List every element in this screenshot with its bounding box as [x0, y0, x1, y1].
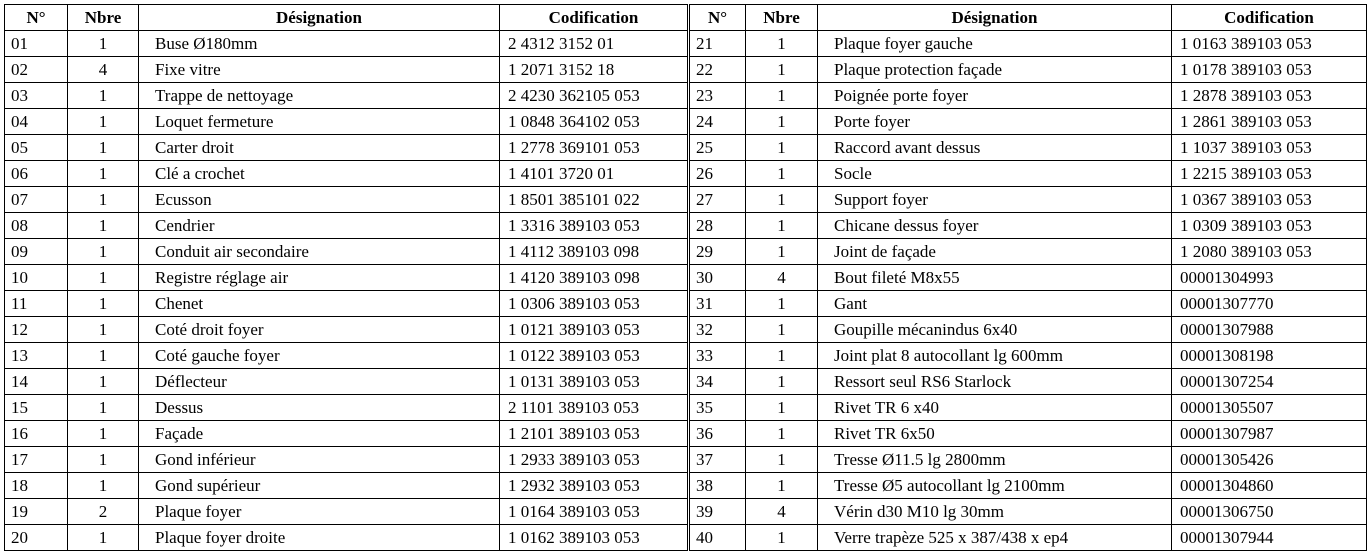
item-code-right: 1 0309 389103 053: [1172, 213, 1367, 239]
item-designation-right: Joint plat 8 autocollant lg 600mm: [818, 343, 1172, 369]
item-designation-left: Cendrier: [139, 213, 500, 239]
item-code-left: 2 4230 362105 053: [500, 83, 689, 109]
item-code-right: 1 2878 389103 053: [1172, 83, 1367, 109]
item-quantity-right: 1: [746, 187, 818, 213]
item-number-right: 33: [689, 343, 746, 369]
item-code-right: 1 0178 389103 053: [1172, 57, 1367, 83]
item-designation-right: Gant: [818, 291, 1172, 317]
header-designation-left: Désignation: [139, 5, 500, 31]
item-quantity-left: 1: [68, 473, 139, 499]
item-quantity-left: 1: [68, 525, 139, 551]
item-designation-left: Coté gauche foyer: [139, 343, 500, 369]
item-number-left: 07: [5, 187, 68, 213]
item-quantity-right: 1: [746, 57, 818, 83]
item-code-left: 1 0121 389103 053: [500, 317, 689, 343]
item-quantity-left: 1: [68, 343, 139, 369]
item-number-right: 37: [689, 447, 746, 473]
item-quantity-right: 4: [746, 499, 818, 525]
table-row: [5, 83, 1367, 109]
item-designation-right: Rivet TR 6x50: [818, 421, 1172, 447]
table-row: [5, 499, 1367, 525]
item-quantity-left: 1: [68, 265, 139, 291]
item-quantity-left: 1: [68, 213, 139, 239]
item-designation-left: Gond inférieur: [139, 447, 500, 473]
item-number-right: 35: [689, 395, 746, 421]
item-designation-right: Chicane dessus foyer: [818, 213, 1172, 239]
table-row: [5, 291, 1367, 317]
item-designation-left: Fixe vitre: [139, 57, 500, 83]
table-row: [5, 317, 1367, 343]
item-designation-left: Conduit air secondaire: [139, 239, 500, 265]
item-designation-right: Verre trapèze 525 x 387/438 x ep4: [818, 525, 1172, 551]
item-number-right: 27: [689, 187, 746, 213]
item-number-left: 15: [5, 395, 68, 421]
item-quantity-right: 1: [746, 213, 818, 239]
item-quantity-right: 1: [746, 31, 818, 57]
item-code-right: 1 2215 389103 053: [1172, 161, 1367, 187]
item-number-left: 01: [5, 31, 68, 57]
item-code-left: 1 0162 389103 053: [500, 525, 689, 551]
table-row: [5, 525, 1367, 551]
item-quantity-left: 1: [68, 109, 139, 135]
item-designation-right: Ressort seul RS6 Starlock: [818, 369, 1172, 395]
item-quantity-right: 4: [746, 265, 818, 291]
table-row: [5, 421, 1367, 447]
item-quantity-left: 1: [68, 239, 139, 265]
table-row: [5, 135, 1367, 161]
item-designation-right: Socle: [818, 161, 1172, 187]
item-code-right: 1 0367 389103 053: [1172, 187, 1367, 213]
item-number-right: 25: [689, 135, 746, 161]
item-designation-right: Plaque foyer gauche: [818, 31, 1172, 57]
item-quantity-left: 1: [68, 187, 139, 213]
item-designation-left: Buse Ø180mm: [139, 31, 500, 57]
item-code-left: 1 4101 3720 01: [500, 161, 689, 187]
item-number-left: 03: [5, 83, 68, 109]
item-quantity-left: 1: [68, 317, 139, 343]
item-designation-right: Joint de façade: [818, 239, 1172, 265]
item-code-left: 1 0131 389103 053: [500, 369, 689, 395]
table-row: [5, 31, 1367, 57]
item-designation-left: Façade: [139, 421, 500, 447]
item-code-right: 00001307944: [1172, 525, 1367, 551]
item-number-right: 38: [689, 473, 746, 499]
header-code-left: Codification: [500, 5, 689, 31]
item-code-right: 00001307770: [1172, 291, 1367, 317]
item-code-right: 00001308198: [1172, 343, 1367, 369]
header-code-right: Codification: [1172, 5, 1367, 31]
item-number-right: 39: [689, 499, 746, 525]
item-quantity-right: 1: [746, 525, 818, 551]
item-code-right: 00001306750: [1172, 499, 1367, 525]
item-number-right: 28: [689, 213, 746, 239]
item-number-left: 04: [5, 109, 68, 135]
item-designation-right: Rivet TR 6 x40: [818, 395, 1172, 421]
item-code-left: 1 2778 369101 053: [500, 135, 689, 161]
item-designation-left: Loquet fermeture: [139, 109, 500, 135]
item-number-right: 34: [689, 369, 746, 395]
item-quantity-right: 1: [746, 369, 818, 395]
item-quantity-left: 1: [68, 369, 139, 395]
header-qty-right: Nbre: [746, 5, 818, 31]
item-code-left: 2 4312 3152 01: [500, 31, 689, 57]
item-quantity-left: 1: [68, 83, 139, 109]
item-quantity-left: 1: [68, 447, 139, 473]
item-number-left: 09: [5, 239, 68, 265]
item-code-right: 1 1037 389103 053: [1172, 135, 1367, 161]
item-designation-left: Clé a crochet: [139, 161, 500, 187]
table-row: [5, 343, 1367, 369]
item-quantity-left: 4: [68, 57, 139, 83]
item-code-left: 1 0164 389103 053: [500, 499, 689, 525]
item-designation-right: Porte foyer: [818, 109, 1172, 135]
item-quantity-right: 1: [746, 395, 818, 421]
item-designation-left: Dessus: [139, 395, 500, 421]
item-number-left: 10: [5, 265, 68, 291]
header-num-right: N°: [689, 5, 746, 31]
item-number-left: 05: [5, 135, 68, 161]
item-designation-left: Plaque foyer: [139, 499, 500, 525]
item-number-right: 30: [689, 265, 746, 291]
item-number-right: 36: [689, 421, 746, 447]
item-code-right: 00001307987: [1172, 421, 1367, 447]
item-code-right: 00001304860: [1172, 473, 1367, 499]
item-code-right: 00001305426: [1172, 447, 1367, 473]
item-number-right: 29: [689, 239, 746, 265]
item-quantity-right: 1: [746, 317, 818, 343]
item-quantity-left: 1: [68, 161, 139, 187]
item-number-left: 20: [5, 525, 68, 551]
item-quantity-left: 1: [68, 135, 139, 161]
item-code-left: 1 2101 389103 053: [500, 421, 689, 447]
item-number-left: 12: [5, 317, 68, 343]
item-quantity-left: 2: [68, 499, 139, 525]
item-designation-right: Poignée porte foyer: [818, 83, 1172, 109]
item-code-left: 1 8501 385101 022: [500, 187, 689, 213]
item-code-left: 1 3316 389103 053: [500, 213, 689, 239]
item-code-right: 1 0163 389103 053: [1172, 31, 1367, 57]
item-number-left: 18: [5, 473, 68, 499]
item-code-right: 00001305507: [1172, 395, 1367, 421]
table-row: [5, 395, 1367, 421]
table-row: [5, 109, 1367, 135]
item-code-right: 00001307254: [1172, 369, 1367, 395]
item-number-left: 06: [5, 161, 68, 187]
item-designation-left: Carter droit: [139, 135, 500, 161]
parts-list: [4, 4, 1366, 548]
item-code-left: 1 0306 389103 053: [500, 291, 689, 317]
item-quantity-right: 1: [746, 421, 818, 447]
item-quantity-right: 1: [746, 291, 818, 317]
table-row: [5, 161, 1367, 187]
item-quantity-right: 1: [746, 239, 818, 265]
header-row: [5, 5, 1367, 31]
item-number-right: 24: [689, 109, 746, 135]
item-designation-right: Bout fileté M8x55: [818, 265, 1172, 291]
item-quantity-left: 1: [68, 395, 139, 421]
parts-table: [4, 4, 1367, 551]
item-code-left: 1 2933 389103 053: [500, 447, 689, 473]
item-quantity-right: 1: [746, 447, 818, 473]
item-number-left: 19: [5, 499, 68, 525]
item-designation-right: Goupille mécanindus 6x40: [818, 317, 1172, 343]
item-quantity-left: 1: [68, 421, 139, 447]
item-quantity-right: 1: [746, 109, 818, 135]
item-code-right: 1 2080 389103 053: [1172, 239, 1367, 265]
table-row: [5, 239, 1367, 265]
item-designation-left: Registre réglage air: [139, 265, 500, 291]
table-row: [5, 265, 1367, 291]
item-code-left: 1 2932 389103 053: [500, 473, 689, 499]
table-row: [5, 473, 1367, 499]
item-number-left: 02: [5, 57, 68, 83]
header-qty-left: Nbre: [68, 5, 139, 31]
table-row: [5, 57, 1367, 83]
item-code-right: 00001307988: [1172, 317, 1367, 343]
item-number-right: 32: [689, 317, 746, 343]
item-quantity-left: 1: [68, 291, 139, 317]
item-designation-left: Ecusson: [139, 187, 500, 213]
item-designation-left: Coté droit foyer: [139, 317, 500, 343]
table-row: [5, 213, 1367, 239]
table-row: [5, 447, 1367, 473]
item-designation-left: Plaque foyer droite: [139, 525, 500, 551]
item-designation-left: Trappe de nettoyage: [139, 83, 500, 109]
item-number-left: 13: [5, 343, 68, 369]
item-designation-right: Vérin d30 M10 lg 30mm: [818, 499, 1172, 525]
item-designation-right: Plaque protection façade: [818, 57, 1172, 83]
item-number-right: 21: [689, 31, 746, 57]
item-code-left: 1 0848 364102 053: [500, 109, 689, 135]
header-num-left: N°: [5, 5, 68, 31]
item-quantity-right: 1: [746, 135, 818, 161]
item-designation-right: Tresse Ø5 autocollant lg 2100mm: [818, 473, 1172, 499]
item-number-right: 31: [689, 291, 746, 317]
item-number-left: 17: [5, 447, 68, 473]
item-code-left: 1 4120 389103 098: [500, 265, 689, 291]
item-quantity-right: 1: [746, 343, 818, 369]
item-number-left: 08: [5, 213, 68, 239]
header-designation-right: Désignation: [818, 5, 1172, 31]
item-number-right: 26: [689, 161, 746, 187]
item-quantity-left: 1: [68, 31, 139, 57]
item-quantity-right: 1: [746, 473, 818, 499]
item-designation-left: Gond supérieur: [139, 473, 500, 499]
item-number-right: 23: [689, 83, 746, 109]
item-number-left: 14: [5, 369, 68, 395]
item-designation-left: Déflecteur: [139, 369, 500, 395]
item-code-left: 1 4112 389103 098: [500, 239, 689, 265]
item-quantity-right: 1: [746, 83, 818, 109]
item-quantity-right: 1: [746, 161, 818, 187]
table-row: [5, 369, 1367, 395]
item-designation-right: Raccord avant dessus: [818, 135, 1172, 161]
item-number-left: 16: [5, 421, 68, 447]
item-designation-right: Support foyer: [818, 187, 1172, 213]
item-number-right: 40: [689, 525, 746, 551]
table-row: [5, 187, 1367, 213]
item-designation-left: Chenet: [139, 291, 500, 317]
item-number-right: 22: [689, 57, 746, 83]
item-number-left: 11: [5, 291, 68, 317]
item-code-left: 1 0122 389103 053: [500, 343, 689, 369]
item-code-left: 2 1101 389103 053: [500, 395, 689, 421]
item-code-right: 1 2861 389103 053: [1172, 109, 1367, 135]
item-designation-right: Tresse Ø11.5 lg 2800mm: [818, 447, 1172, 473]
item-code-left: 1 2071 3152 18: [500, 57, 689, 83]
item-code-right: 00001304993: [1172, 265, 1367, 291]
